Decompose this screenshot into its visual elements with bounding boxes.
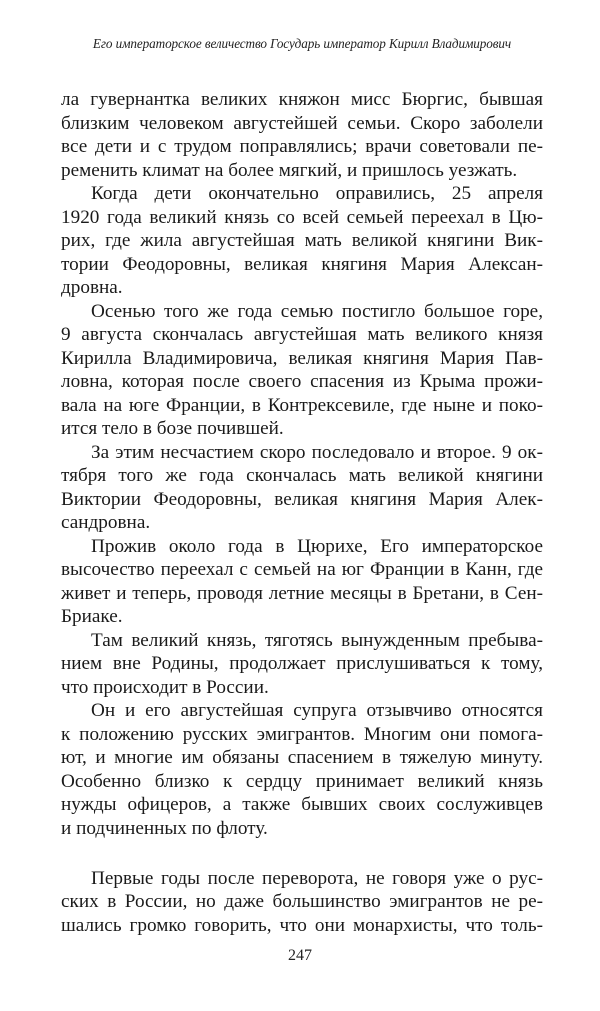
text-line: ских в России, но даже большинство эмигрантов не ре-	[61, 891, 543, 912]
text-line: ременить климат на более мягкий, и пришлось уезжать.	[61, 159, 518, 181]
paragraph	[61, 535, 543, 629]
text-line: Когда дети окончательно оправились, 25 апреля	[91, 183, 543, 204]
paragraph	[61, 867, 543, 938]
text-line: все дети и с трудом поправлялись; врачи советовали пе-	[61, 136, 543, 157]
text-line: Виктории Феодоровны, великая княгиня Мария Алек-	[61, 488, 543, 510]
text-line: ится тело в бозе почившей.	[61, 418, 284, 439]
text-line: сандровна.	[61, 512, 151, 533]
text-line: Кирилла Владимировича, великая княгиня Мария Пав-	[61, 347, 543, 369]
text-line: Там великий князь, тяготясь вынужденным пребыва-	[91, 629, 543, 651]
text-line: Осенью того же года семью постигло большое горе,	[91, 300, 543, 322]
section-break	[61, 840, 543, 867]
text-line: что происходит в России.	[61, 676, 269, 698]
text-line: нужды офицеров, а также бывших своих сослуживцев	[61, 794, 543, 815]
text-line: высочество переехал с семьей на юг Франции в Канн, где	[61, 559, 543, 580]
text-line: нием вне Родины, продолжает прислушиваться к тому,	[61, 653, 543, 674]
text-line: Бриаке.	[61, 606, 123, 627]
text-line: и подчиненных по флоту.	[61, 817, 268, 839]
text-line: Первые годы после переворота, не говоря уже о рус-	[91, 867, 543, 889]
text-line: ла гувернантка великих княжон мисс Бюргис, бывшая	[61, 89, 543, 110]
paragraph	[61, 699, 543, 840]
text-line: Он и его августейшая супруга отзывчиво относятся	[91, 700, 543, 721]
text-line: ловна, которая после своего спасения из Крыма прожи-	[61, 371, 543, 392]
paragraph	[61, 441, 543, 535]
text-line: шались громко говорить, что они монархисты, что толь-	[61, 914, 543, 936]
text-line: тября того же года скончалась мать великой княгини	[61, 465, 543, 486]
running-header: Его императорское величество Государь император Кирилл Владимирович	[92, 36, 512, 51]
text-line: ют, и многие им обязаны спасением в тяжелую минуту.	[61, 747, 543, 768]
text-line: близким человеком августейшей семьи. Скоро заболели	[61, 112, 543, 134]
text-line: к положению русских эмигрантов. Многим они помога-	[61, 723, 543, 745]
paragraph	[61, 300, 543, 441]
text-line: живет и теперь, проводя летние месяцы в Бретани, в Сен-	[61, 582, 543, 604]
text-line: 9 августа скончалась августейшая мать великого князя	[61, 324, 543, 345]
paragraph	[61, 182, 543, 300]
text-line: 1920 года великий князь со всей семьей переехал в Цю-	[61, 206, 543, 228]
text-line: тории Феодоровны, великая княгиня Мария Алексан-	[61, 253, 543, 275]
text-line: Особенно близко к сердцу принимает великий князь	[61, 770, 543, 792]
text-line: вала на юге Франции, в Контрексевиле, где ныне и поко-	[61, 394, 543, 416]
paragraph	[61, 88, 543, 182]
text-line: дровна.	[61, 277, 123, 298]
page-number: 247	[288, 947, 312, 964]
text-line: Прожив около года в Цюрихе, Его императорское	[91, 535, 543, 557]
text-line: За этим несчастием скоро последовало и второе. 9 ок-	[91, 441, 543, 463]
page-body	[61, 88, 543, 937]
text-line: рих, где жила августейшая мать великой княгини Вик-	[61, 230, 543, 251]
paragraph	[61, 629, 543, 700]
